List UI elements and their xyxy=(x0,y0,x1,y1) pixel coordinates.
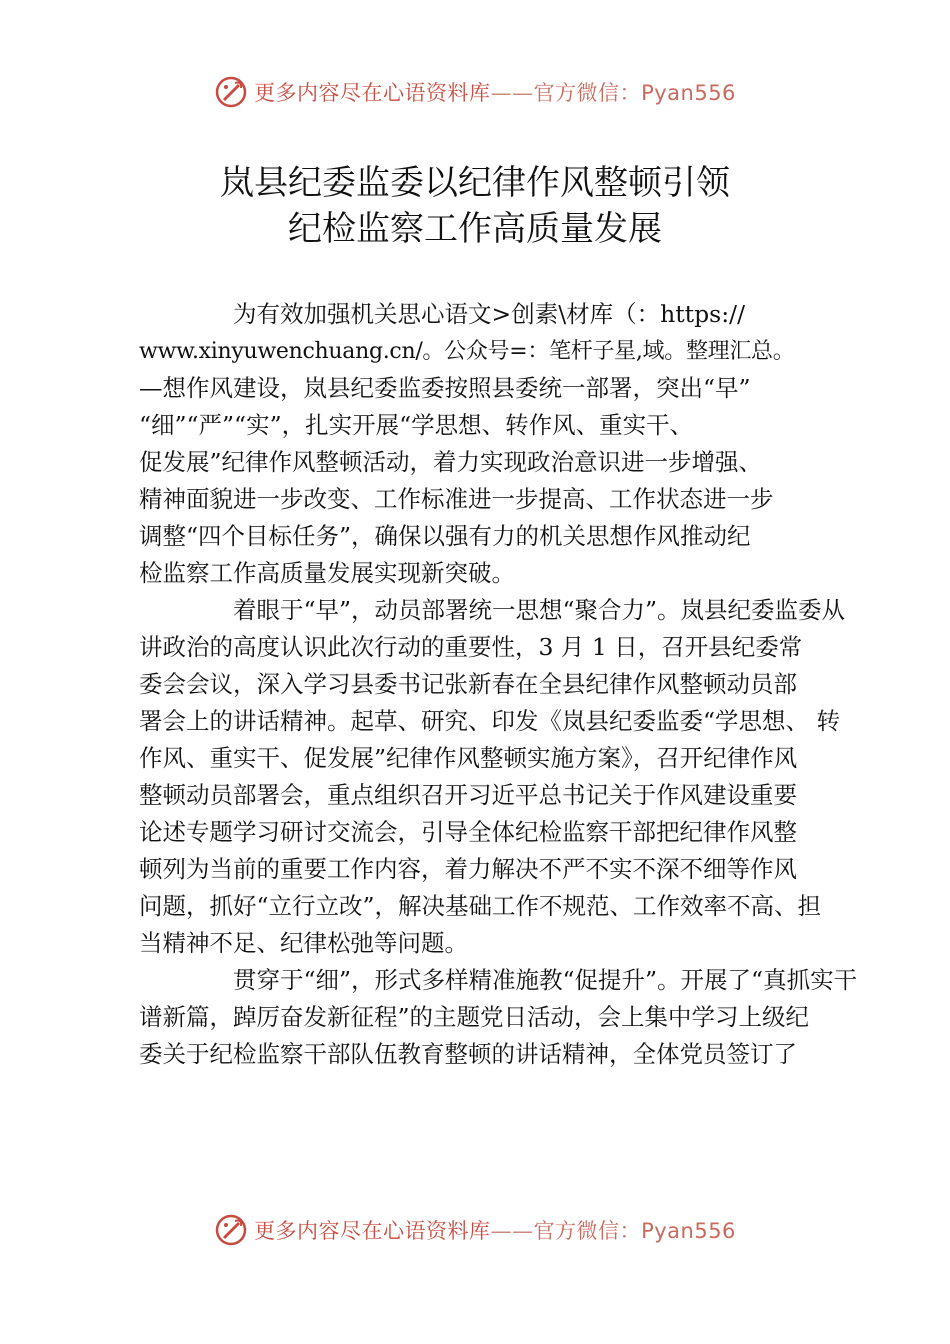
text-line: —想作风建设，岚县纪委监委按照县委统一部署，突出“早” xyxy=(139,374,751,402)
text-line: 贯穿于“细”，形式多样精准施教“促提升”。开展了“真抓实干 xyxy=(233,966,858,994)
footer-label: 官方微信： xyxy=(533,1219,642,1243)
header-handle: Pyan556 xyxy=(641,81,736,105)
text-line: 委关于纪检监察干部队伍教育整顿的讲话精神，全体党员签订了 xyxy=(139,1040,797,1068)
document-body xyxy=(139,296,858,1073)
text-line: 检监察工作高质量发展实现新突破。 xyxy=(139,559,515,587)
header-banner-text xyxy=(254,77,736,107)
text-line: 作风、重实干、促发展”纪律作风整顿实施方案》，召开纪律作风 xyxy=(139,744,798,772)
paragraph-3 xyxy=(139,962,858,1073)
text-line: 顿列为当前的重要工作内容，着力解决不严不实不深不细等作风 xyxy=(139,855,797,883)
paragraph-1 xyxy=(139,296,839,592)
footer-handle: Pyan556 xyxy=(641,1219,736,1243)
title-line-2: 纪检监察工作高质量发展 xyxy=(288,209,662,249)
text-line: 整顿动员部署会，重点组织召开习近平总书记关于作风建设重要 xyxy=(139,781,797,809)
header-label: 官方微信： xyxy=(533,81,642,105)
title-line-1: 岚县纪委监委以纪律作风整顿引领 xyxy=(220,163,730,203)
footer-separator: —— xyxy=(490,1219,534,1243)
brand-logo-icon xyxy=(214,1213,248,1247)
brand-logo-icon xyxy=(214,75,248,109)
text-line: 着眼于“早”，动员部署统一思想“聚合力”。岚县纪委监委从 xyxy=(233,596,846,624)
text-line: 论述专题学习研讨交流会，引导全体纪检监察干部把纪律作风整 xyxy=(139,818,797,846)
text-line: 促发展”纪律作风整顿活动，着力实现政治意识进一步增强、 xyxy=(139,448,763,476)
text-line: 谱新篇，踔厉奋发新征程”的主题党日活动，会上集中学习上级纪 xyxy=(139,1003,810,1031)
text-line: 问题，抓好“立行立改”，解决基础工作不规范、工作效率不高、担 xyxy=(139,892,822,920)
text-line: 讲政治的高度认识此次行动的重要性，3 月 1 日，召开县纪委常 xyxy=(139,633,803,661)
header-brand: 更多内容尽在心语资料库 xyxy=(254,81,491,105)
footer-brand: 更多内容尽在心语资料库 xyxy=(254,1219,491,1243)
text-line: 精神面貌进一步改变、工作标准进一步提高、工作状态进一步 xyxy=(139,485,774,513)
footer-banner-text xyxy=(254,1215,736,1245)
header-banner xyxy=(0,68,950,116)
text-line: 为有效加强机关思心语文>创素\材库（：https:// xyxy=(233,300,745,328)
text-line: “细”“严”“实”，扎实开展“学思想、转作风、重实干、 xyxy=(139,411,694,439)
text-line: 当精神不足、纪律松弛等问题。 xyxy=(139,929,468,957)
paragraph-2 xyxy=(139,592,846,962)
footer-banner xyxy=(0,1206,950,1254)
text-line: 委会会议，深入学习县委书记张新春在全县纪律作风整顿动员部 xyxy=(139,670,797,698)
text-line: 署会上的讲话精神。起草、研究、印发《岚县纪委监委“学思想、 转 xyxy=(139,707,840,735)
text-line: www.xinyuwenchuang.cn/。公众号=：笔杆子星,域。整理汇总。 xyxy=(139,339,795,364)
header-separator: —— xyxy=(490,81,534,105)
document-title xyxy=(0,160,950,252)
text-line: 调整“四个目标任务”，确保以强有力的机关思想作风推动纪 xyxy=(139,522,751,550)
